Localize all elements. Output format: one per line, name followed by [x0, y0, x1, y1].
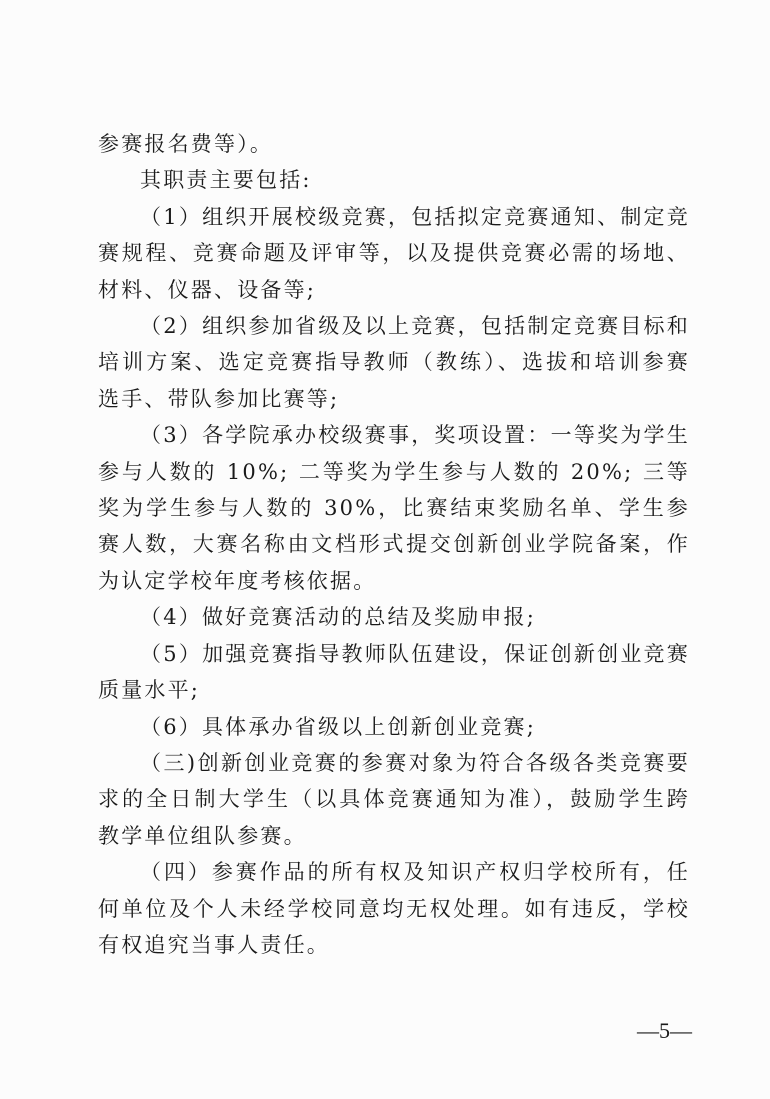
paragraph-duty-4: （4）做好竞赛活动的总结及奖励申报; — [140, 605, 537, 630]
paragraph-duty-2: （2）组织参加省级及以上竞赛，包括制定竞赛目标和培训方案、选定竞赛指导教师（教练）、选拔和培训参赛选手、带队参加比赛等; — [98, 314, 690, 411]
paragraph-duty-5: （5）加强竞赛指导教师队伍建设，保证创新创业竞赛质量水平; — [98, 641, 690, 703]
document-body — [98, 126, 690, 963]
paragraph-continuation: 参赛报名费等）。 — [98, 132, 274, 156]
paragraph-duty-6: （6）具体承办省级以上创新创业竞赛; — [140, 714, 537, 739]
paragraph-section-4: （四）参赛作品的所有权及知识产权归学校所有，任何单位及个人未经学校同意均无权处理。如有违反，学校有权追究当事人责任。 — [98, 860, 690, 957]
paragraph-section-3: （三)创新创业竞赛的参赛对象为符合各级各类竞赛要求的全日制大学生（以具体竞赛通知为准），鼓励学生跨教学单位组队参赛。 — [98, 750, 690, 848]
paragraph-duty-1: （1）组织开展校级竞赛，包括拟定竞赛通知、制定竞赛规程、竞赛命题及评审等，以及提供竞赛必需的场地、材料、仪器、设备等; — [98, 204, 690, 302]
page-number: —5— — [637, 1018, 692, 1043]
paragraph-duty-3: （3）各学院承办校级赛事，奖项设置：一等奖为学生参与人数的 10%; 二等奖为学生参与人数的 20%; 三等奖为学生参与人数的 30%，比赛结束奖励名单、学生参赛人数，大赛名称由文档形式提交创新创业学院备案，作为认定学校年度考核依据。 — [98, 423, 690, 593]
paragraph-duties-intro: 其职责主要包括: — [140, 168, 312, 193]
